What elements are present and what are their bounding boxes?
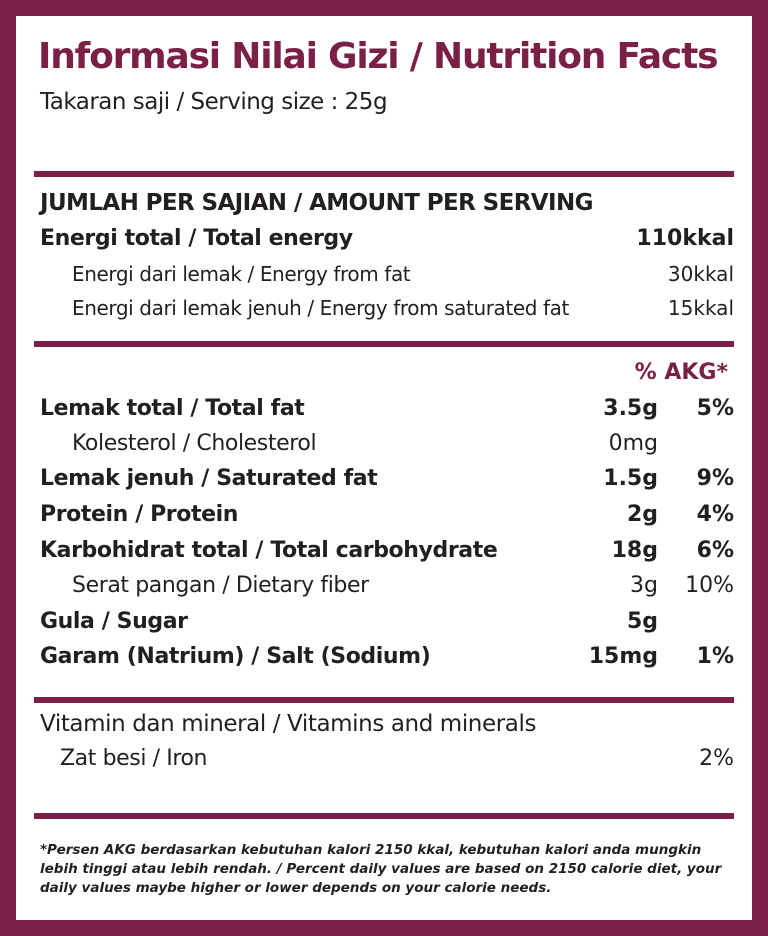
nutrient-row [0, 466, 768, 496]
nutrient-label: Lemak jenuh / Saturated fat [40, 466, 378, 491]
akg-footnote: *Persen AKG berdasarkan kebutuhan kalori 2150 kkal, kebutuhan kalori anda mungkin lebih tinggi atau lebih rendah. / Percent daily values are based on 2150 calorie diet, your daily values maybe higher or lower depends on your calorie needs. [40, 842, 722, 896]
amount-per-serving-heading: JUMLAH PER SAJIAN / AMOUNT PER SERVING [40, 190, 593, 216]
energy-satfat-value: 15kkal [667, 296, 734, 320]
nutrient-label: Lemak total / Total fat [40, 396, 305, 421]
nutrient-akg: 4% [696, 502, 734, 527]
nutrient-label: Kolesterol / Cholesterol [72, 431, 317, 456]
nutrient-row [0, 431, 768, 461]
divider-middle [34, 341, 734, 347]
nutrient-row [0, 573, 768, 603]
nutrient-amount: 2g [626, 502, 658, 527]
energy-total-value: 110kkal [636, 226, 734, 251]
nutrient-akg: 1% [696, 644, 734, 669]
nutrient-label: Gula / Sugar [40, 609, 188, 634]
nutrient-label: Protein / Protein [40, 502, 239, 527]
nutrient-row [0, 644, 768, 674]
nutrient-amount: 3g [630, 573, 658, 598]
nutrient-label: Serat pangan / Dietary fiber [72, 573, 369, 598]
serving-size: Takaran saji / Serving size : 25g [40, 89, 388, 115]
energy-satfat-row [0, 296, 768, 326]
nutrient-row [0, 396, 768, 426]
energy-fat-label: Energi dari lemak / Energy from fat [72, 262, 411, 286]
nutrient-label: Garam (Natrium) / Salt (Sodium) [40, 644, 431, 669]
vitamins-heading-row [0, 711, 768, 741]
nutrient-row [0, 609, 768, 639]
vitamin-akg: 2% [699, 746, 734, 771]
vitamin-label: Zat besi / Iron [60, 746, 208, 771]
nutrient-row [0, 502, 768, 532]
nutrient-akg: 9% [696, 466, 734, 491]
divider-lower [34, 697, 734, 703]
nutrient-amount: 5g [626, 609, 658, 634]
nutrient-amount: 1.5g [603, 466, 658, 491]
divider-bottom [34, 813, 734, 819]
energy-fat-row [0, 262, 768, 292]
nutrient-row [0, 538, 768, 568]
nutrient-akg: 6% [696, 538, 734, 563]
energy-total-row [0, 226, 768, 256]
nutrient-akg: 10% [685, 573, 734, 598]
nutrient-akg: 5% [696, 396, 734, 421]
vitamin-row [0, 746, 768, 776]
nutrient-amount: 0mg [608, 431, 658, 456]
energy-fat-value: 30kkal [667, 262, 734, 286]
akg-heading: % AKG* [634, 360, 728, 385]
nutrient-label: Karbohidrat total / Total carbohydrate [40, 538, 498, 563]
label-title: Informasi Nilai Gizi / Nutrition Facts [38, 36, 718, 77]
divider-top [34, 171, 734, 177]
nutrient-amount: 3.5g [603, 396, 658, 421]
energy-total-label: Energi total / Total energy [40, 226, 353, 251]
nutrient-amount: 18g [611, 538, 658, 563]
vitamins-heading: Vitamin dan mineral / Vitamins and minerals [40, 711, 537, 737]
nutrient-amount: 15mg [588, 644, 658, 669]
energy-satfat-label: Energi dari lemak jenuh / Energy from saturated fat [72, 296, 569, 320]
